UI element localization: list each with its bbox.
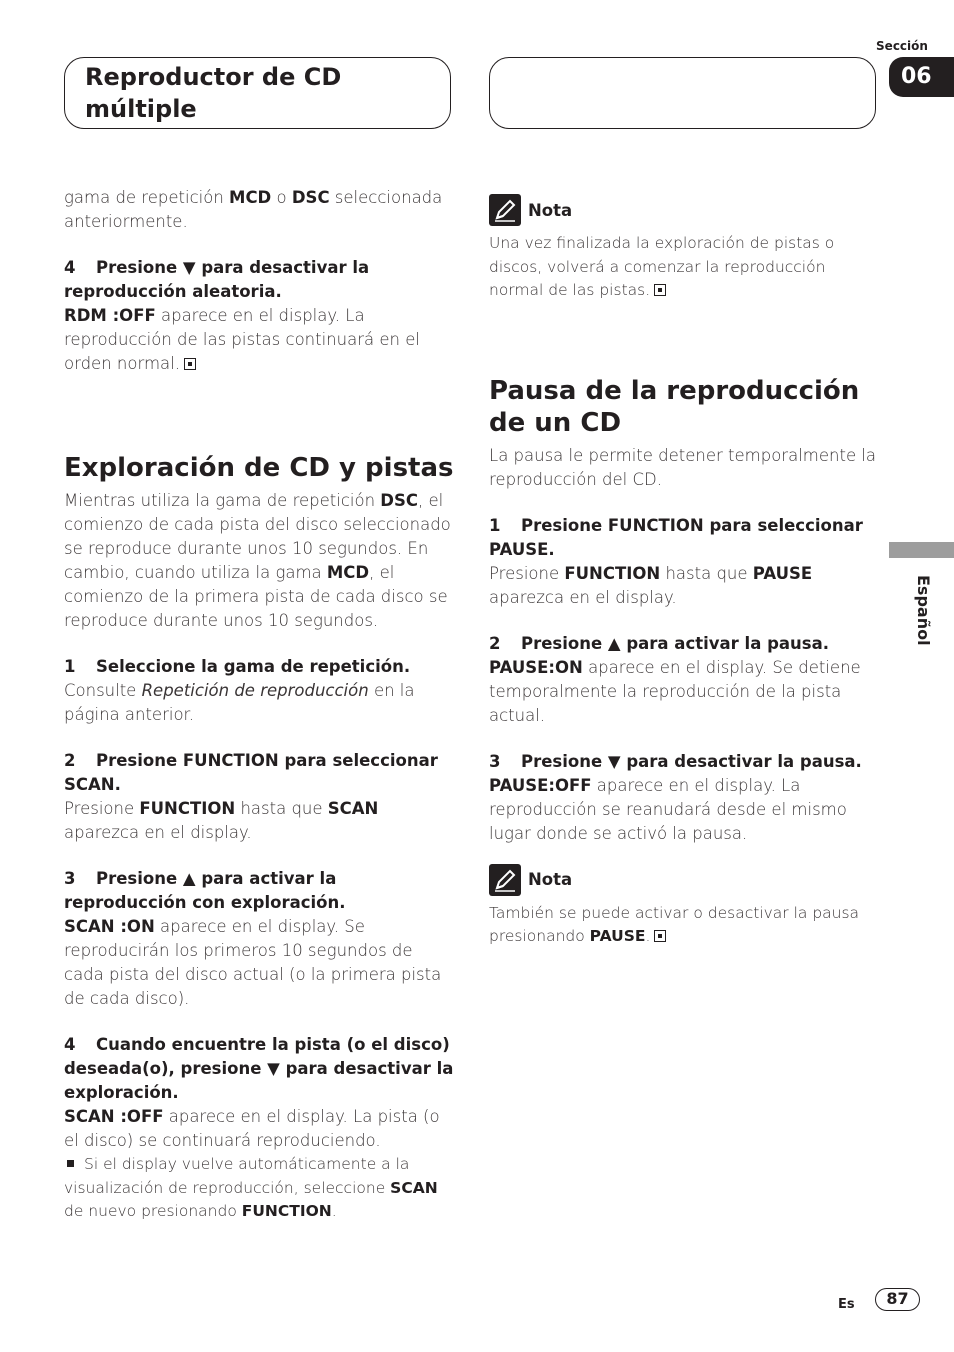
intro-paragraph: gama de repetición MCD o DSC seleccionada anteriormente. <box>64 188 443 231</box>
step-4-body: RDM :OFF aparece en el display. La reproducción de las pistas continuará en el orden normal. <box>64 306 420 373</box>
step-3-scan-on: 3 Presione ▲ para activar la reproducción con exploración. <box>64 869 346 912</box>
section-label: Sección <box>876 39 928 53</box>
end-mark-icon <box>654 930 666 942</box>
end-mark-icon <box>654 284 666 296</box>
step-2-body: Presione FUNCTION hasta que SCAN aparezca en el display. <box>64 799 379 842</box>
left-column <box>64 186 454 1224</box>
step-4-scan-off: 4 Cuando encuentre la pista (o el disco) deseada(o), presione ▼ para desactivar la exploración. <box>64 1035 454 1102</box>
step-3-body: SCAN :ON aparece en el display. Se reproducirán los primeros 10 segundos de cada pista del disco actual (o la primera pista de cada disco). <box>64 917 442 1008</box>
language-code: Es <box>838 1297 855 1312</box>
language-tab-bar <box>889 542 954 558</box>
pencil-note-icon <box>489 194 521 226</box>
heading-pause: Pausa de la reproducción de un CD <box>489 375 860 438</box>
step-4b-body: SCAN :OFF aparece en el display. La pista (o el disco) se continuará reproduciendo. <box>64 1107 440 1150</box>
step-2-pause-on: 2 Presione ▲ para activar la pausa. <box>489 633 829 653</box>
scan-description: Mientras utiliza la gama de repetición DSC, el comienzo de cada pista del disco seleccionado se reproduce durante unos 10 segundos. En cambio, cuando utiliza la gama MCD, el comienzo de la primera pista de cada disco se reproduce durante unos 10 segundos. <box>64 491 451 630</box>
section-title: Reproductor de CD múltiple <box>85 63 342 123</box>
step-1-select-pause: 1 Presione FUNCTION para seleccionar PAUSE. <box>489 515 863 559</box>
pause-step-1-body: Presione FUNCTION hasta que PAUSE aparezca en el display. <box>489 563 813 607</box>
language-label: Español <box>914 575 933 646</box>
step-3-pause-off: 3 Presione ▼ para desactivar la pausa. <box>489 751 862 771</box>
pause-step-2-body: PAUSE:ON aparece en el display. Se detiene temporalmente la reproducción de la pista actual. <box>489 657 861 725</box>
right-column <box>489 186 879 949</box>
step-1-body: Consulte Repetición de reproducción en la página anterior. <box>64 681 415 724</box>
section-title-box <box>64 57 451 129</box>
empty-header-box <box>489 57 876 129</box>
step-4-random-off: 4 Presione ▼ para desactivar la reproducción aleatoria. <box>64 258 370 301</box>
step-1-select-range: 1 Seleccione la gama de repetición. <box>64 657 411 676</box>
end-mark-icon <box>184 358 196 370</box>
note-text-2: También se puede activar o desactivar la pausa presionando PAUSE. <box>489 903 860 945</box>
page-number: 87 <box>875 1288 920 1311</box>
step-2-select-scan: 2 Presione FUNCTION para seleccionar SCAN. <box>64 751 438 794</box>
heading-scan: Exploración de CD y pistas <box>64 453 454 483</box>
pause-step-3-body: PAUSE:OFF aparece en el display. La reproducción se reanudará desde el mismo lugar donde se activó la pausa. <box>489 775 847 843</box>
pause-intro: La pausa le permite detener temporalmente la reproducción del CD. <box>489 445 877 489</box>
pencil-note-icon <box>489 864 521 896</box>
note-header-1: Nota <box>489 194 879 226</box>
bullet-icon <box>67 1160 74 1167</box>
bullet-note: Si el display vuelve automáticamente a la visualización de reproducción, seleccione SCAN de nuevo presionando FUNCTION. <box>64 1155 438 1220</box>
note-text-1: Una vez finalizada la exploración de pistas o discos, volverá a comenzar la reproducción normal de las pistas. <box>489 234 835 299</box>
section-number-tab: 06 <box>889 57 954 97</box>
note-header-2: Nota <box>489 864 879 896</box>
